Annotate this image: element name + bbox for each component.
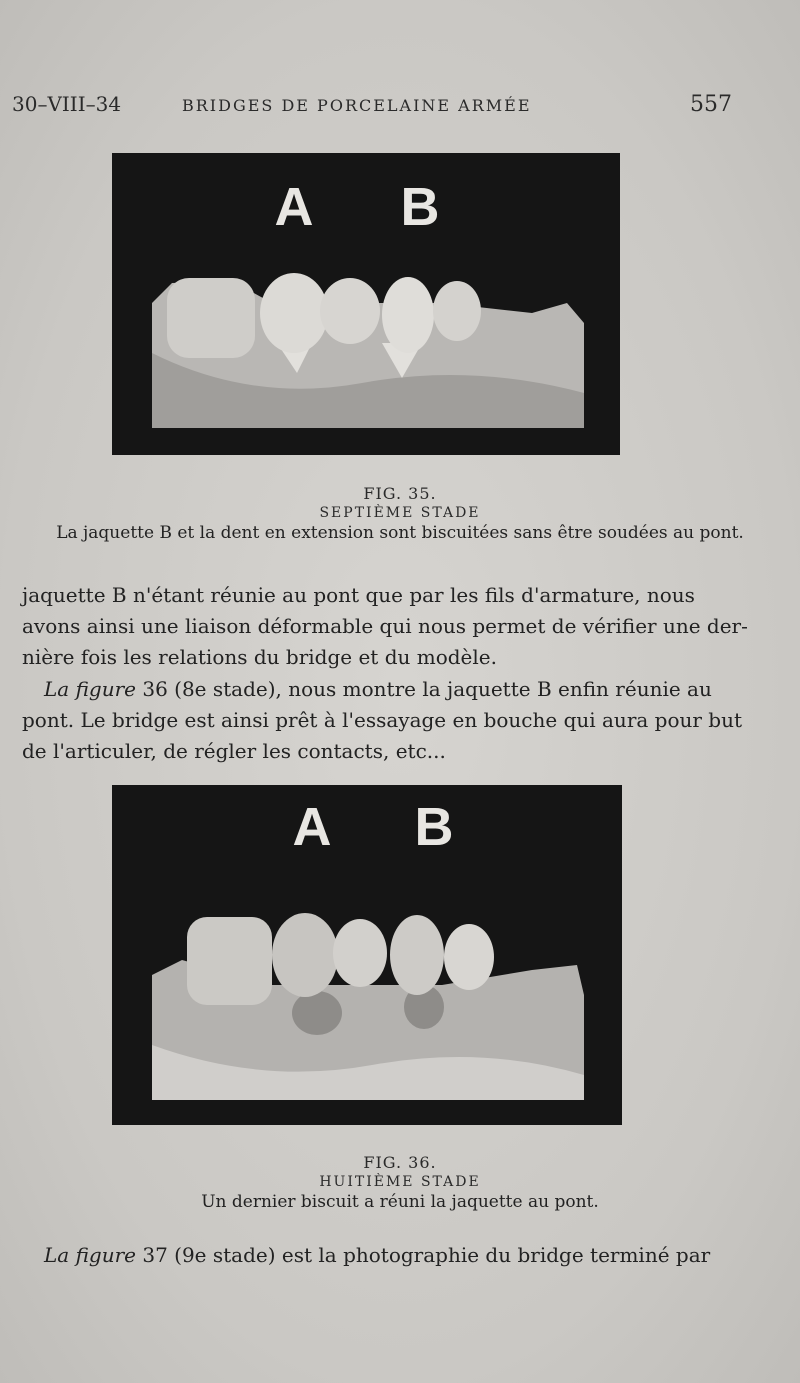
figure-35-caption	[0, 484, 800, 543]
dental-model-photo-36	[112, 785, 622, 1125]
figure-35-label: FIG. 35.	[363, 484, 437, 503]
figure-36-label: FIG. 36.	[363, 1153, 437, 1172]
paragraph-1-line-1: jaquette B n'étant réunie au pont que par les fils d'armature, nous	[22, 583, 695, 607]
paragraph-1	[22, 580, 748, 673]
figure-36-text: Un dernier biscuit a réuni la jaquette au pont.	[201, 1192, 599, 1212]
figure-35-stade: SEPTIÈME STADE	[319, 505, 481, 521]
paragraph-3-italic: La figure	[44, 1243, 136, 1267]
figure-36-photo	[112, 785, 622, 1125]
dental-model-photo-35	[112, 153, 620, 455]
figure-36-stade: HUITIÈME STADE	[319, 1174, 481, 1190]
paragraph-2-line-2: pont. Le bridge est ainsi prêt à l'essayage en bouche qui aura pour but	[22, 708, 743, 732]
paragraph-2	[22, 674, 743, 767]
photo36-label-a: A	[292, 797, 332, 857]
paragraph-3-line-1-rest: 37 (9e stade) est la photographie du bridge terminé par	[135, 1243, 711, 1267]
paragraph-3-line-1	[22, 1240, 737, 1271]
paragraph-1-line-2: avons ainsi une liaison déformable qui nous permet de vérifier une der-	[22, 614, 748, 638]
header-date: 30–VIII–34	[12, 92, 122, 116]
paragraph-2-italic: La figure	[44, 677, 136, 701]
paragraph-2-line-3: de l'articuler, de régler les contacts, etc...	[22, 739, 446, 763]
photo35-label-a: A	[274, 177, 314, 237]
paragraph-3	[22, 1240, 737, 1271]
photo36-label-b: B	[414, 797, 454, 857]
photo35-label-b: B	[400, 177, 440, 237]
figure-35-text: La jaquette B et la dent en extension sont biscuitées sans être soudées au pont.	[56, 523, 744, 543]
figure-36-caption	[0, 1153, 800, 1212]
header-title: BRIDGES DE PORCELAINE ARMÉE	[182, 96, 532, 115]
paragraph-1-line-3: nière fois les relations du bridge et du modèle.	[22, 645, 497, 669]
running-header	[0, 92, 800, 122]
paragraph-2-line-1-rest: 36 (8e stade), nous montre la jaquette B enfin réunie au	[135, 677, 712, 701]
figure-35-photo	[112, 153, 620, 455]
page-number: 557	[690, 92, 732, 117]
paragraph-2-line-1	[22, 674, 737, 705]
